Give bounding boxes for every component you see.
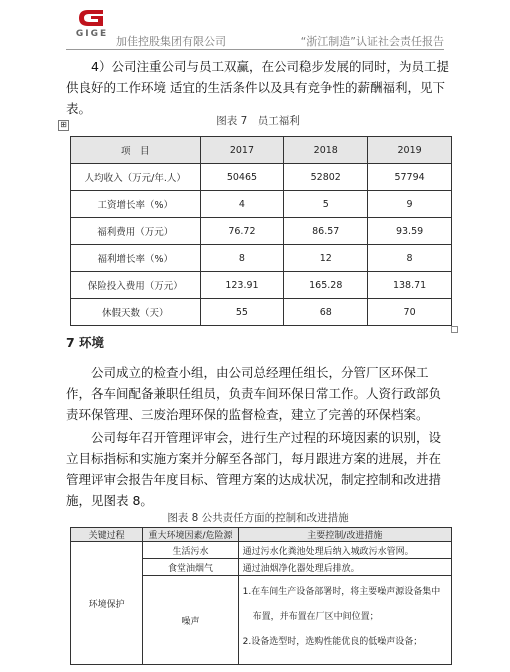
table-header-row <box>71 137 452 164</box>
measure-line: 1.在车间生产设备部署时，将主要噪声源设备集中 <box>242 587 441 597</box>
table-cell: 57794 <box>368 164 452 191</box>
employee-welfare-table <box>70 136 452 326</box>
table-cell: 93.59 <box>368 218 452 245</box>
table-cell: 12 <box>284 245 368 272</box>
table-cell: 8 <box>368 245 452 272</box>
table-cell: 噪声 <box>143 576 238 665</box>
table-row <box>71 542 452 559</box>
header-cell: 2017 <box>200 137 284 164</box>
page-header <box>0 0 510 52</box>
header-cell: 重大环境因素/危险源 <box>143 528 238 542</box>
table-resize-handle[interactable] <box>451 326 458 333</box>
measure-line: 布置，并布置在厂区中间位置； <box>252 612 379 622</box>
table-row <box>71 245 452 272</box>
table-cell: 食堂油烟气 <box>143 559 238 576</box>
header-divider <box>66 49 444 50</box>
table-cell: 52802 <box>284 164 368 191</box>
table-row <box>71 191 452 218</box>
table-cell: 86.57 <box>284 218 368 245</box>
table-cell <box>238 576 451 665</box>
company-name: 加佳控股集团有限公司 <box>116 35 226 48</box>
logo-wordmark: GIGE <box>75 29 109 39</box>
header-cell: 2018 <box>284 137 368 164</box>
header-cell: 2019 <box>368 137 452 164</box>
intro-paragraph: 4）公司注重公司与员工双赢，在公司稳步发展的同时，为员工提供良好的工作环境 适宜的生活条件以及具有竞争性的薪酬福利，见下表。 <box>66 59 449 116</box>
table7-caption: 图表 7 员工福利 <box>216 115 300 127</box>
row-label: 工资增长率（%） <box>71 191 201 218</box>
key-process-cell: 环境保护 <box>71 542 143 665</box>
row-label: 福利费用（万元） <box>71 218 201 245</box>
table-cell: 50465 <box>200 164 284 191</box>
header-cell: 关键过程 <box>71 528 143 542</box>
table-row <box>71 218 452 245</box>
measure-line: 2.设备选型时，选购性能优良的低噪声设备； <box>242 637 423 647</box>
row-label: 福利增长率（%） <box>71 245 201 272</box>
table-row <box>71 299 452 326</box>
table-row <box>71 164 452 191</box>
table-cell: 通过污水化粪池处理后纳入城政污水管网。 <box>238 542 451 559</box>
header-cell: 项 目 <box>71 137 201 164</box>
row-label: 休假天数（天） <box>71 299 201 326</box>
table-header-row <box>71 528 452 542</box>
table-cell: 5 <box>284 191 368 218</box>
row-label: 保险投入费用（万元） <box>71 272 201 299</box>
report-title: “浙江制造”认证社会责任报告 <box>300 35 444 48</box>
env-paragraph-1: 公司成立的检查小组，由公司总经理任组长，分管厂区环保工作，各车间配备兼职任组员，负责车间环保日常工作。人资行政部负责环保管理、三废治理环保的监督检查，建立了完善的环保档案。 <box>66 365 442 422</box>
table-cell: 138.71 <box>368 272 452 299</box>
section-heading: 7 环境 <box>66 335 105 350</box>
env-paragraph-2: 公司每年召开管理评审会，进行生产过程的环境因素的识别，设立目标指标和实施方案并分解至各部门，每月跟进方案的进展，并在管理评审会报告年度目标、管理方案的达成状况，制定控制和改进措施，见图表 8。 <box>66 430 442 508</box>
table-cell: 68 <box>284 299 368 326</box>
logo-mark-icon <box>76 8 106 28</box>
table-cell: 76.72 <box>200 218 284 245</box>
table-cell: 70 <box>368 299 452 326</box>
table-cell: 9 <box>368 191 452 218</box>
table-cell: 165.28 <box>284 272 368 299</box>
table8-caption: 图表 8 公共责任方面的控制和改进措施 <box>167 512 349 524</box>
table-cell: 8 <box>200 245 284 272</box>
table-cell: 55 <box>200 299 284 326</box>
table-cell: 生活污水 <box>143 542 238 559</box>
table-cell: 123.91 <box>200 272 284 299</box>
header-cell: 主要控制/改进措施 <box>238 528 451 542</box>
table-cell: 通过油烟净化器处理后排放。 <box>238 559 451 576</box>
row-label: 人均收入（万元/年.人） <box>71 164 201 191</box>
table-move-handle-icon[interactable]: ⊞ <box>58 120 69 131</box>
company-logo <box>70 8 114 42</box>
table-cell: 4 <box>200 191 284 218</box>
control-measures-table <box>70 527 452 665</box>
table-row <box>71 272 452 299</box>
